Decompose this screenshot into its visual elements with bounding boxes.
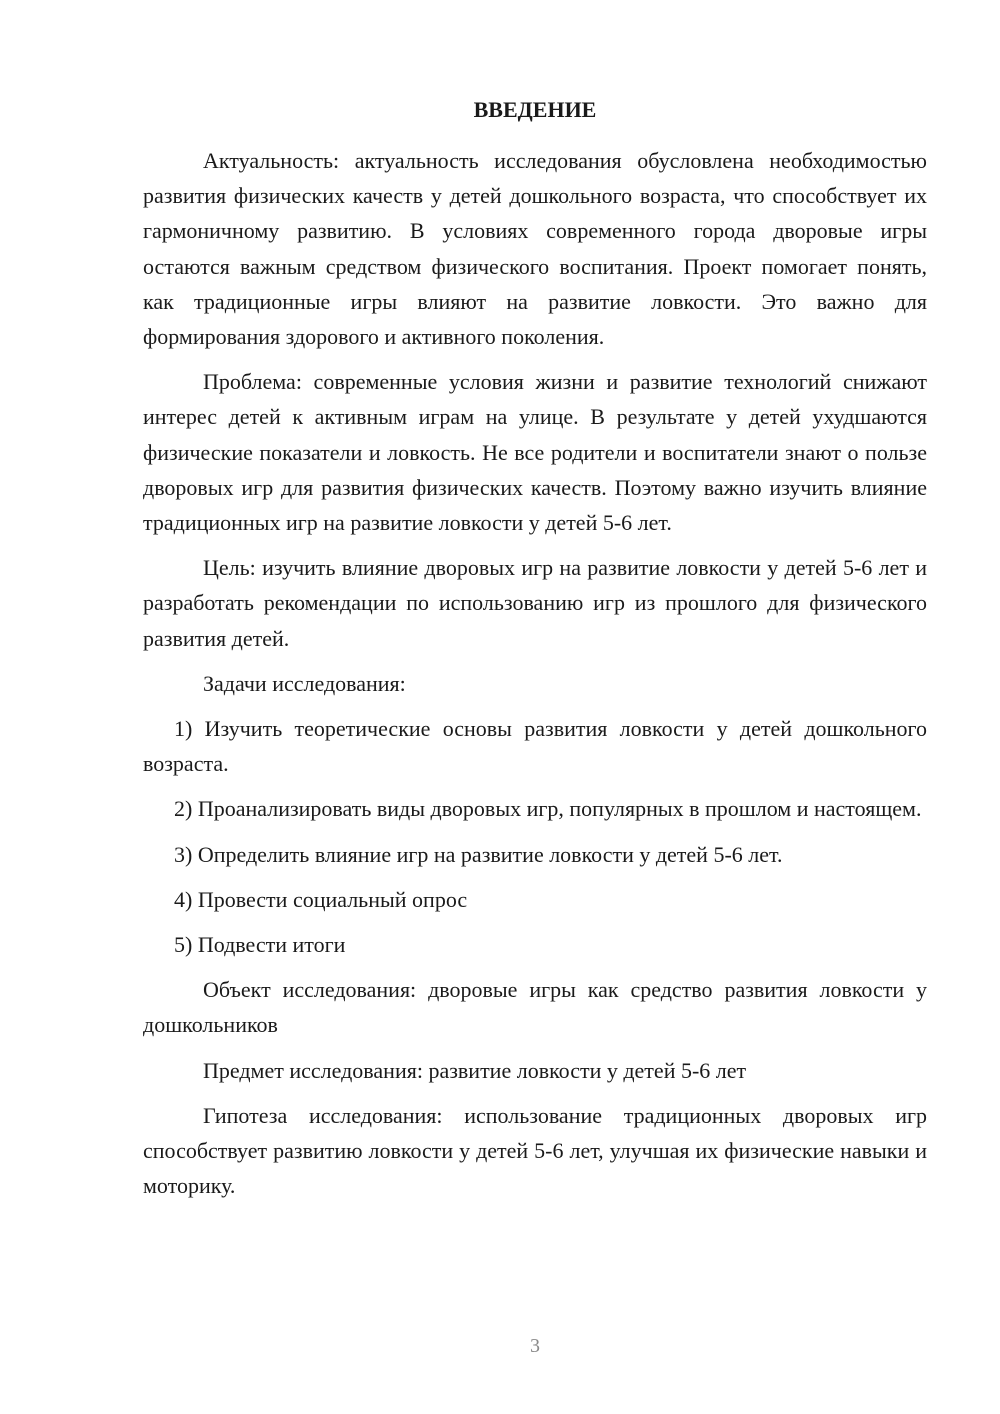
task-item-3: 3) Определить влияние игр на развитие ловкости у детей 5-6 лет. <box>174 841 783 867</box>
paragraph-subject: Предмет исследования: развитие ловкости у детей 5-6 лет <box>203 1057 747 1083</box>
document-body <box>143 143 927 1213</box>
paragraph-hypothesis: Гипотеза исследования: использование традиционных дворовых игр способствует развитию ловкости у детей 5-6 лет, улучшая их физические навыки и моторику. <box>143 1102 927 1199</box>
paragraph-relevance: Актуальность: актуальность исследования обусловлена необходимостью развития физических качеств у детей дошкольного возраста, что способствует их гармоничному развитию. В условиях современного города дворовые игры остаются важным средством физического воспитания. Проект помогает понять, как традиционные игры влияют на развитие ловкости. Это важно для формирования здорового и активного поколения. <box>143 148 927 350</box>
task-item-5: 5) Подвести итоги <box>174 932 346 958</box>
tasks-heading: Задачи исследования: <box>203 670 406 696</box>
page-title: ВВЕДЕНИЕ <box>473 97 597 122</box>
page-number: 3 <box>530 1335 540 1357</box>
task-item-2: 2) Проанализировать виды дворовых игр, популярных в прошлом и настоящем. <box>174 796 922 822</box>
document-page <box>143 0 927 1414</box>
task-item-4: 4) Провести социальный опрос <box>174 886 468 912</box>
paragraph-problem: Проблема: современные условия жизни и развитие технологий снижают интерес детей к активным играм на улице. В результате у детей ухудшаются физические показатели и ловкость. Не все родители и воспитатели знают о пользе дворовых игр для развития физических качеств. Поэтому важно изучить влияние традиционных игр на развитие ловкости у детей 5-6 лет. <box>143 369 927 536</box>
paragraph-object: Объект исследования: дворовые игры как средство развития ловкости у дошкольников <box>143 977 927 1038</box>
task-item-1: 1) Изучить теоретические основы развития ловкости у детей дошкольного возраста. <box>143 716 927 777</box>
paragraph-goal: Цель: изучить влияние дворовых игр на развитие ловкости у детей 5-6 лет и разработать рекомендации по использованию игр из прошлого для физического развития детей. <box>143 555 927 651</box>
